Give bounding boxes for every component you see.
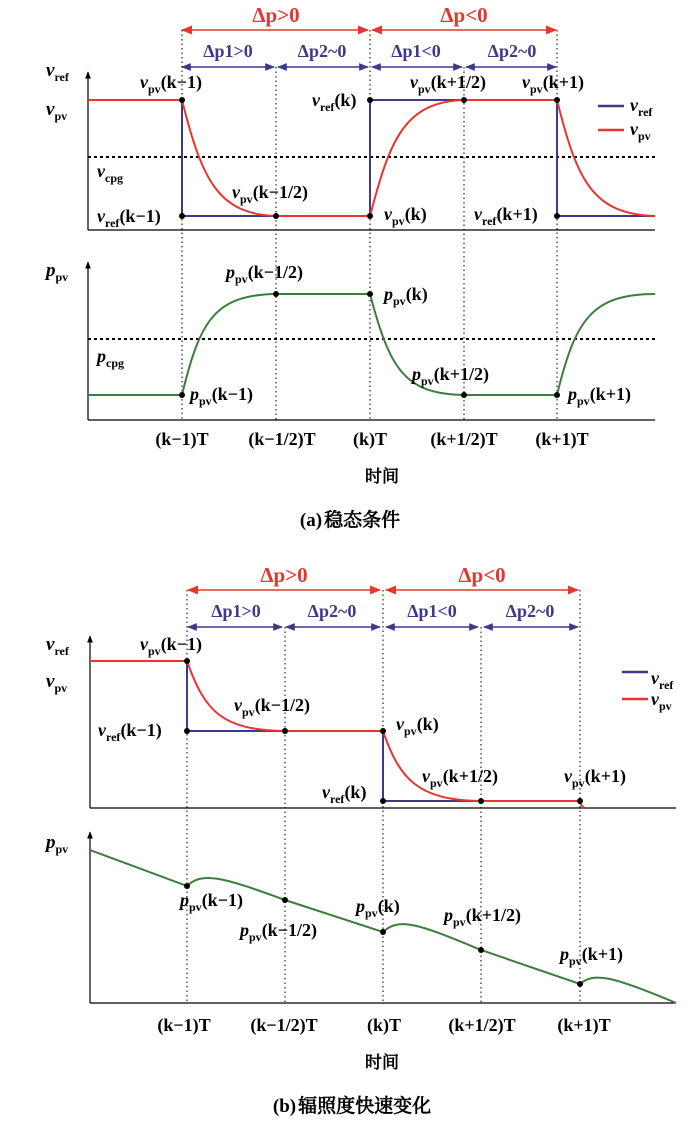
- panel-b-label-ppv-kp12: $p_{pv}(k+1/2)$: [444, 905, 521, 929]
- panel-a-label-vref-kp1: $v_{ref}(k+1)$: [474, 204, 538, 228]
- panel-b-axis-vpv-label: $v_{pv}$: [46, 671, 68, 695]
- panel-b-label-ppv-km1: $p_{pv}(k-1)$: [180, 890, 243, 914]
- panel-a-tick-2: (k)T: [352, 429, 388, 449]
- panel-a-legend: [598, 95, 653, 143]
- panel-a-tick-0: (k−1)T: [155, 429, 209, 449]
- panel-b-dp-pos-label: Δp>0: [260, 563, 308, 587]
- panel-a-label-ppv-km12: $p_{pv}(k-1/2)$: [226, 262, 303, 286]
- panel-a-dp2-zero-label-2: Δp2~0: [487, 41, 537, 61]
- panel-b-dp-neg-label: Δp<0: [458, 563, 506, 587]
- panel-b-tick-0: (k−1)T: [157, 1015, 211, 1035]
- panel-b-label-ppv-k: $p_{pv}(k)$: [356, 896, 400, 920]
- panel-a-label-vpv-km1: $v_{pv}(k-1)$: [140, 72, 202, 96]
- panel-a-caption: (a) 稳态条件: [299, 509, 401, 531]
- panel-b-tick-4: (k+1)T: [557, 1015, 611, 1035]
- panel-a-label-vpv-km12: $v_{pv}(k-1/2)$: [232, 182, 308, 206]
- panel-a-axis-ppv-label: $p_{pv}$: [46, 260, 69, 284]
- panel-b-xlabel: 时间: [365, 1053, 399, 1073]
- panel-b-label-vpv-kp1: $v_{pv}(k+1)$: [564, 766, 626, 790]
- panel-b-dp1-pos-label: Δp1>0: [211, 601, 261, 621]
- panel-b-label-ppv-km12: $p_{pv}(k-1/2)$: [240, 920, 317, 944]
- panel-b-label-vpv-km1: $v_{pv}(k-1)$: [140, 634, 202, 658]
- panel-b-label-vref-k: $v_{ref}(k)$: [322, 782, 367, 806]
- panel-a-label-vpv-kp12: $v_{pv}(k+1/2)$: [410, 72, 486, 96]
- panel-b-axis-ppv-label: $p_{pv}$: [46, 832, 69, 856]
- panel-a-xlabel: 时间: [365, 467, 399, 487]
- panel-b-time-ticks: [157, 1015, 610, 1036]
- panel-b-dp2-zero-label-1: Δp2~0: [307, 601, 357, 621]
- panel-a-label-ppv-k: $p_{pv}(k)$: [384, 284, 428, 308]
- panel-a-label-ppv-kp1: $p_{pv}(k+1)$: [568, 384, 631, 408]
- panel-a-tick-4: (k+1)T: [535, 429, 589, 449]
- panel-a-dp-annotations: [182, 3, 556, 67]
- panel-a-voltage-axes: [88, 72, 655, 230]
- panel-b-tick-1: (k−1/2)T: [250, 1015, 318, 1035]
- panel-b-ppv-trace: [90, 850, 676, 1003]
- panel-a-label-vpv-k: $v_{pv}(k)$: [384, 204, 427, 228]
- panel-b-axis-vref-label: $v_{ref}$: [46, 634, 69, 658]
- panel-a-tick-1: (k−1/2)T: [248, 429, 316, 449]
- panel-a-label-ppv-km1: $p_{pv}(k-1)$: [190, 384, 253, 408]
- panel-a-axis-vref-label: $v_{ref}$: [46, 60, 69, 84]
- panel-a-legend-vpv: $v_{pv}$: [630, 119, 651, 143]
- panel-a-dp-pos-label: Δp>0: [252, 3, 300, 27]
- panel-b-label-vpv-km12: $v_{pv}(k-1/2)$: [234, 695, 310, 719]
- panel-a-dp1-neg-label: Δp1<0: [391, 41, 441, 61]
- panel-b-vpv-trace: [90, 661, 584, 808]
- panel-a-label-vref-k: $v_{ref}(k)$: [312, 90, 357, 114]
- panel-a-label-vref-km1: $v_{ref}(k-1)$: [97, 206, 161, 230]
- panel-b-label-vpv-k: $v_{pv}(k)$: [396, 714, 439, 738]
- panel-a-dp1-pos-label: Δp1>0: [203, 41, 253, 61]
- panel-a-axis-vpv-label: $v_{pv}$: [46, 99, 68, 123]
- panel-b-caption: (b) 辐照度快速变化: [272, 1095, 432, 1117]
- panel-a-dp-neg-label: Δp<0: [440, 3, 488, 27]
- panel-b: [44, 563, 676, 1117]
- panel-a-pcpg-label: $p_{cpg}$: [97, 346, 124, 370]
- panel-a-label-ppv-kp12: $p_{pv}(k+1/2)$: [412, 364, 489, 388]
- panel-a-dp2-zero-label-1: Δp2~0: [297, 41, 347, 61]
- panel-b-dp1-neg-label: Δp1<0: [407, 601, 457, 621]
- panel-a: [44, 3, 655, 531]
- panel-b-legend: [622, 668, 674, 713]
- panel-b-legend-vref: $v_{ref}$: [651, 668, 674, 692]
- panel-a-ppv-trace: [88, 294, 655, 395]
- panel-a-time-ticks: [155, 429, 588, 450]
- panel-a-time-markers: [182, 30, 557, 420]
- panel-b-label-vref-km1: $v_{ref}(k-1)$: [98, 720, 162, 744]
- panel-a-tick-3: (k+1/2)T: [430, 429, 498, 449]
- panel-a-vcpg-label: $v_{cpg}$: [97, 161, 123, 185]
- panel-a-label-vpv-kp1: $v_{pv}(k+1)$: [522, 72, 584, 96]
- panel-b-label-ppv-kp1: $p_{pv}(k+1)$: [560, 944, 623, 968]
- panel-a-legend-vref: $v_{ref}$: [630, 95, 653, 119]
- panel-b-label-vpv-kp12: $v_{pv}(k+1/2)$: [422, 766, 498, 790]
- panel-b-tick-2: (k)T: [366, 1015, 402, 1035]
- panel-b-dp2-zero-label-2: Δp2~0: [505, 601, 555, 621]
- panel-b-legend-vpv: $v_{pv}$: [651, 689, 672, 713]
- panel-b-tick-3: (k+1/2)T: [448, 1015, 516, 1035]
